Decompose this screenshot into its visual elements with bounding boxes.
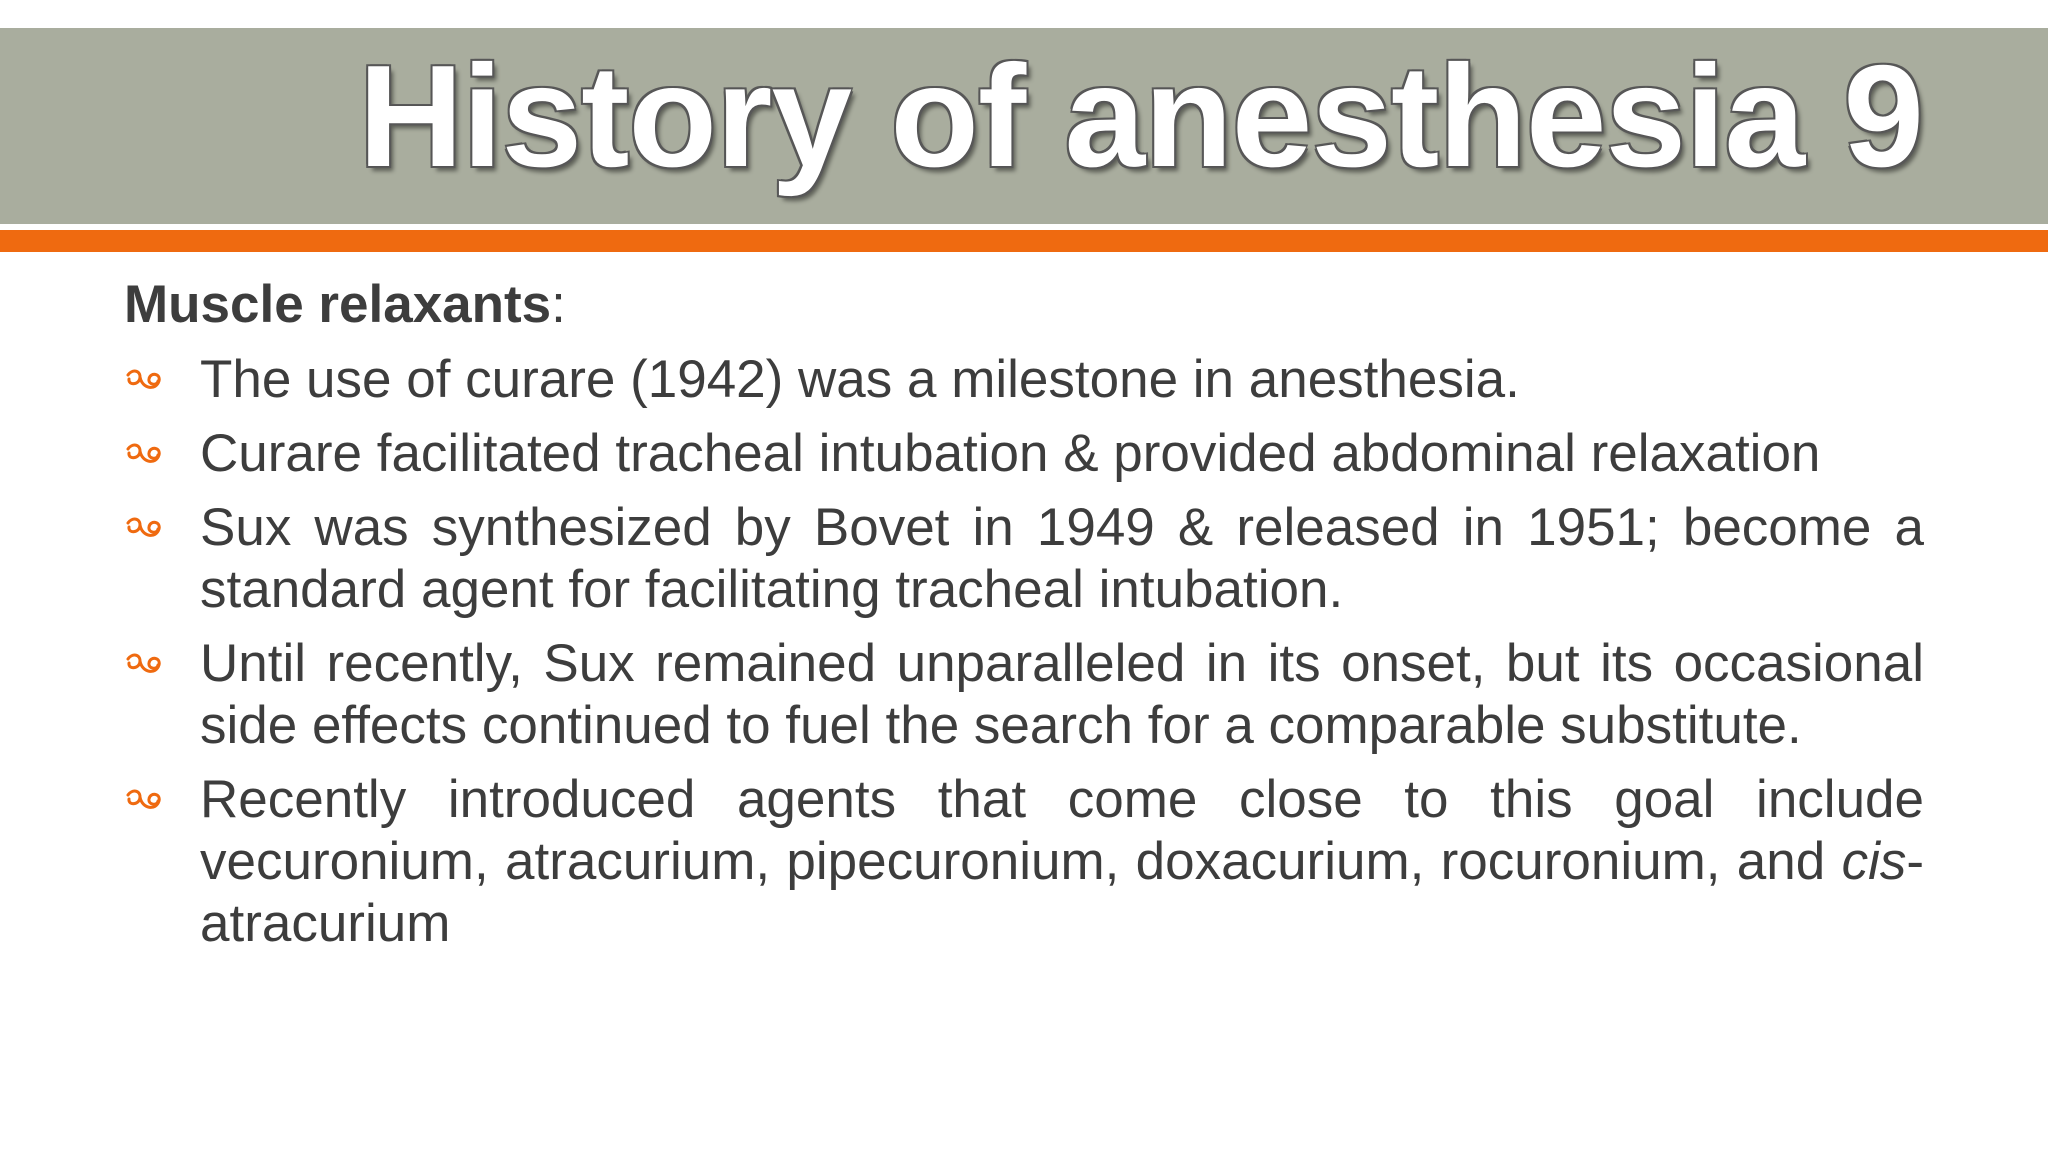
scroll-swirl-icon [124, 651, 164, 679]
bullet-text-part: -atracurium [200, 832, 1924, 953]
scroll-swirl-icon [124, 367, 164, 395]
bullet-text-part: Recently introduced agents that come close to this goal include vecuronium, atracurium, pipecuronium, doxacurium, rocuronium, and [200, 770, 1924, 891]
section-heading-colon: : [551, 275, 566, 334]
bullet-list [124, 349, 1924, 955]
bullet-text: The use of curare (1942) was a milestone in anesthesia. [200, 350, 1520, 409]
scroll-swirl-icon [124, 441, 164, 469]
bullet-text [200, 770, 1924, 953]
bullet-item [124, 497, 1924, 621]
bullet-item [124, 423, 1924, 485]
bullet-text: Until recently, Sux remained unparalleled in its onset, but its occasional side effects continued to fuel the search for a comparable substitute. [200, 634, 1924, 755]
bullet-item [124, 349, 1924, 411]
bullet-text-italic: cis [1841, 832, 1907, 891]
section-heading [124, 274, 1924, 336]
bullet-item [124, 633, 1924, 757]
accent-bar [0, 230, 2048, 252]
bullet-text: Curare facilitated tracheal intubation & provided abdominal relaxation [200, 424, 1821, 483]
scroll-swirl-icon [124, 787, 164, 815]
section-heading-label: Muscle relaxants [124, 275, 552, 334]
bullet-text: Sux was synthesized by Bovet in 1949 & released in 1951; become a standard agent for facilitating tracheal intubation. [200, 498, 1924, 619]
title-band [0, 28, 2048, 224]
slide-title: History of anesthesia 9 [358, 35, 1923, 197]
slide-content [124, 274, 1924, 967]
bullet-item [124, 769, 1924, 955]
scroll-swirl-icon [124, 515, 164, 543]
